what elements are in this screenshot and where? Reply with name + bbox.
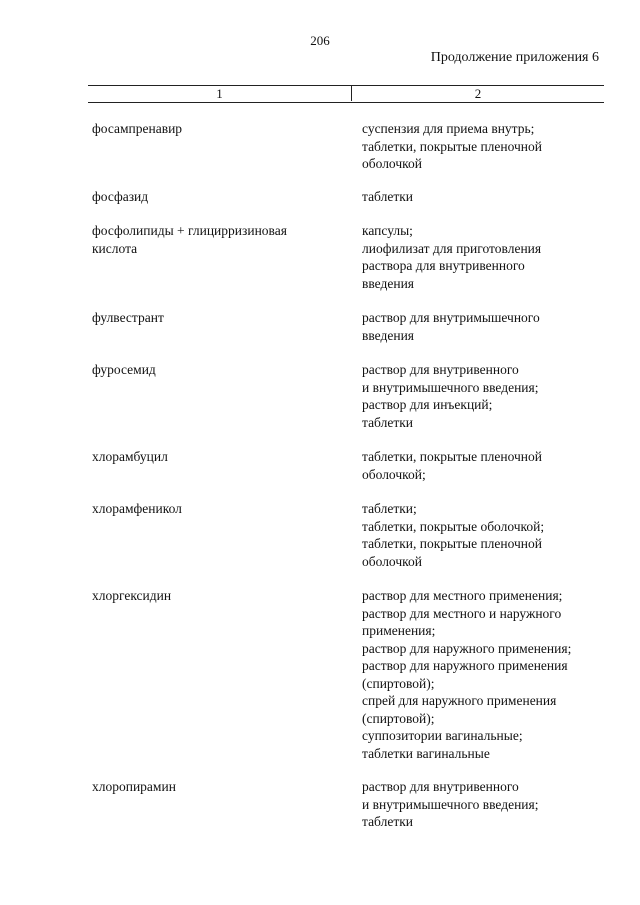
page-subtitle: Продолжение приложения 6 (430, 50, 599, 65)
column-header-2: 2 (474, 86, 482, 101)
column-header-1: 1 (216, 86, 223, 101)
drug-forms: раствор для внутримышечного введения (362, 310, 540, 343)
drug-name: фуросемид (92, 362, 156, 377)
drug-forms: раствор для внутривенного и внутримышечного введения; таблетки (362, 779, 539, 829)
drug-name: хлоргексидин (92, 588, 172, 603)
drug-name: фулвестрант (92, 310, 164, 325)
drug-forms: раствор для внутривенного и внутримышечного введения; раствор для инъекций; таблетки (362, 362, 539, 430)
drug-name: хлоропирамин (92, 779, 176, 794)
drug-forms: таблетки; таблетки, покрытые оболочкой; таблетки, покрытые пленочной оболочкой (362, 501, 545, 569)
drug-forms: суспензия для приема внутрь; таблетки, покрытые пленочной оболочкой (362, 121, 543, 171)
drug-forms: таблетки (362, 189, 414, 204)
drug-forms: раствор для местного применения; раствор для местного и наружного применения; раствор для наружного применения; раствор для наружного применения (спиртовой); спрей для наружного применения (спиртовой); суппозитории вагинальные; таблетки вагинальные (362, 588, 572, 761)
drug-forms: таблетки, покрытые пленочной оболочкой; (362, 449, 543, 482)
drug-name: хлорамфеникол (92, 501, 182, 516)
drug-name: фосампренавир (92, 121, 183, 136)
drug-forms: капсулы; лиофилизат для приготовления раствора для внутривенного введения (362, 223, 542, 291)
page-number: 206 (310, 33, 330, 48)
drug-name: хлорамбуцил (92, 449, 168, 464)
drug-name: фосфазид (92, 189, 149, 204)
drug-name: фосфолипиды + глицирризиновая кислота (92, 223, 287, 256)
